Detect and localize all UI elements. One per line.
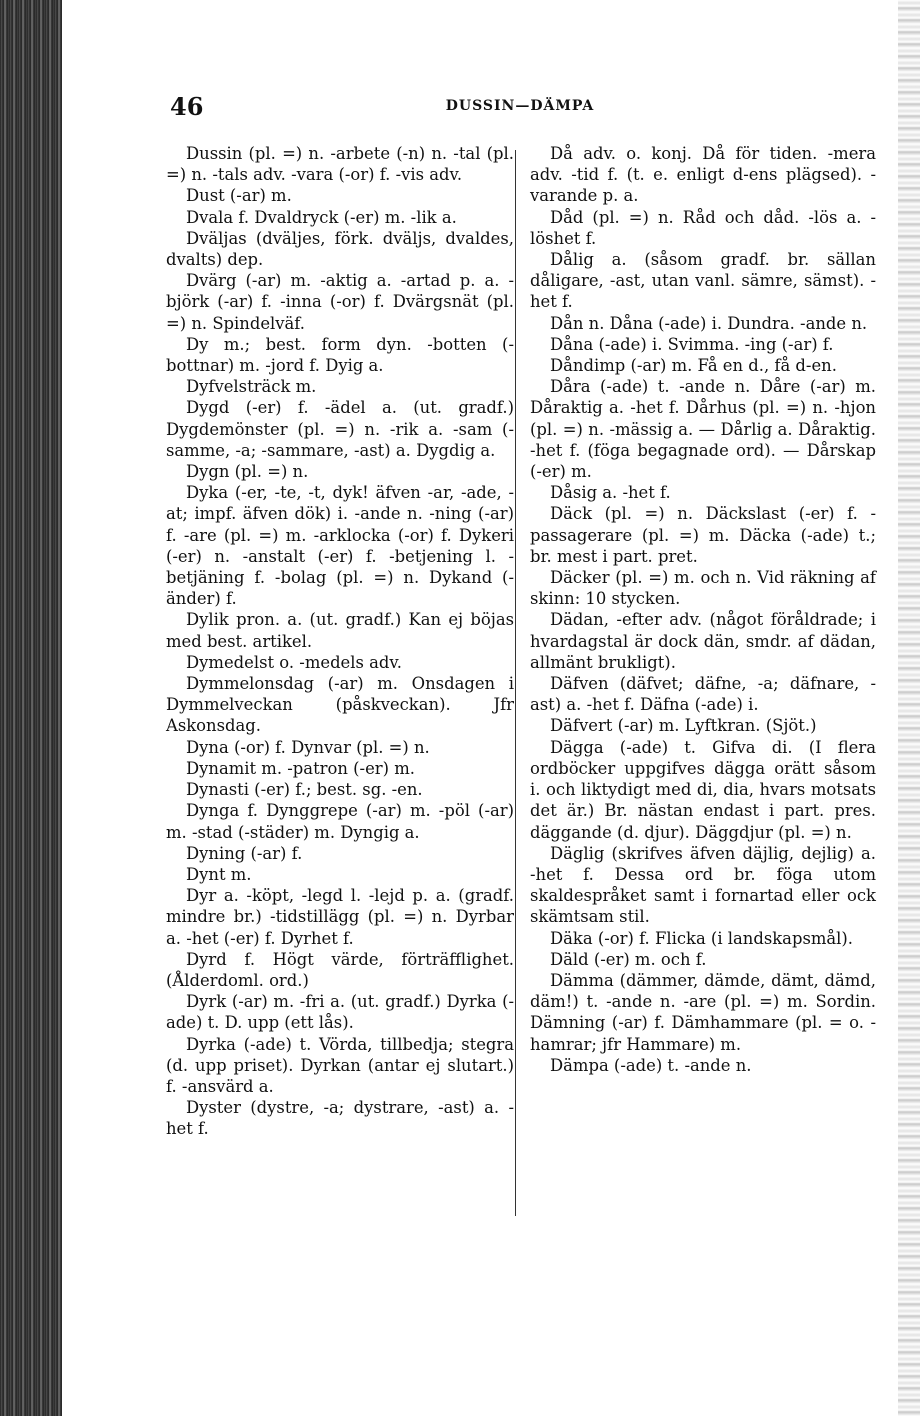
dictionary-entry: Däka (-or) f. Flicka (i landskapsmål). bbox=[550, 928, 854, 948]
left-column bbox=[166, 143, 514, 1140]
dictionary-entry: Däcker (pl. =) m. och n. Vid räkning af skinn: 10 stycken. bbox=[530, 568, 876, 609]
column-divider bbox=[515, 150, 516, 1216]
dictionary-entry: Dålig a. (såsom gradf. br. sällan dåligare, -ast, utan vanl. sämre, sämst). -het f. bbox=[530, 250, 876, 312]
scan-page-edge bbox=[898, 0, 920, 1416]
dictionary-entry: Dyfvelsträck m. bbox=[186, 377, 317, 397]
dictionary-entry: Dåndimp (-ar) m. Få en d., få d-en. bbox=[550, 356, 837, 376]
dictionary-entry: Dygn (pl. =) n. bbox=[186, 462, 309, 482]
right-column bbox=[530, 143, 876, 1076]
dictionary-entry: Dväljas (dväljes, förk. dväljs, dvaldes, dvalts) dep. bbox=[166, 228, 514, 270]
dictionary-entry: Däfven (däfvet; däfne, -a; däfnare, -ast) a. -het f. Däfna (-ade) i. bbox=[530, 674, 876, 715]
dictionary-entry: Dymmelonsdag (-ar) m. Onsdagen i Dymmelveckan (påskveckan). Jfr Askonsdag. bbox=[166, 674, 514, 736]
dictionary-entry: Dymedelst o. -medels adv. bbox=[186, 652, 402, 672]
dictionary-entry: Dynasti (-er) f.; best. sg. -en. bbox=[186, 780, 423, 800]
dictionary-entry: Dämma (dämmer, dämde, dämt, dämd, däm!) t. -ande n. -are (pl. =) m. Sordin. Dämning (-ar) f. Dämhammare (pl. = o. -hamrar; jfr Hammare) m. bbox=[530, 970, 876, 1054]
dictionary-entry: Dåsig a. -het f. bbox=[550, 483, 671, 503]
dictionary-entry: Dyka (-er, -te, -t, dyk! äfven -ar, -ade, -at; impf. äfven dök) i. -ande n. -ning (-ar) f. -are (pl. =) m. -arklocka (-or) f. Dykeri (-er) n. -anstalt (-er) f. -betjening l. -betjäning f. -bolag (pl. =) n. Dykand (-änder) f. bbox=[166, 483, 514, 609]
dictionary-entry: Dyrka (-ade) t. Vörda, tillbedja; stegra (d. upp priset). Dyrkan (antar ej slutart.) f. -ansvärd a. bbox=[166, 1034, 514, 1096]
dictionary-entry: Dylik pron. a. (ut. gradf.) Kan ej böjas med best. artikel. bbox=[166, 610, 514, 651]
dictionary-entry: Dynt m. bbox=[186, 864, 252, 884]
dictionary-entry: Dåna (-ade) i. Svimma. -ing (-ar) f. bbox=[550, 334, 834, 354]
dictionary-entry: Dån n. Dåna (-ade) i. Dundra. -ande n. bbox=[550, 313, 868, 333]
dictionary-entry: Däglig (skrifves äfven däjlig, dejlig) a. -het f. Dessa ord br. föga utom skaldespråket samt i fornartad eller ock skämtsam stil. bbox=[530, 843, 876, 927]
dictionary-entry: Dämpa (-ade) t. -ande n. bbox=[550, 1055, 752, 1075]
dictionary-entry: Dåra (-ade) t. -ande n. Dåre (-ar) m. Dåraktig a. -het f. Dårhus (pl. =) n. -hjon (pl. =) n. -mässig a. — Dårlig a. Dåraktig. -het f. (föga begagnade ord). — Dårskap (-er) m. bbox=[530, 377, 876, 482]
dictionary-entry: Då adv. o. konj. Då för tiden. -mera adv. -tid f. (t. e. enligt d-ens plägsed). -varande p. a. bbox=[530, 144, 876, 206]
dictionary-entry: Dvärg (-ar) m. -aktig a. -artad p. a. -björk (-ar) f. -inna (-or) f. Dvärgsnät (pl. =) n. Spindelväf. bbox=[166, 271, 514, 333]
dictionary-entry: Dyster (dystre, -a; dystrare, -ast) a. -het f. bbox=[166, 1098, 514, 1139]
scan-binding-edge bbox=[0, 0, 62, 1416]
dictionary-entry: Dyrd f. Högt värde, förträfflighet. (Ålderdoml. ord.) bbox=[166, 949, 514, 990]
dictionary-entry: Dåd (pl. =) n. Råd och dåd. -lös a. -löshet f. bbox=[530, 207, 876, 248]
dictionary-entry: Dyrk (-ar) m. -fri a. (ut. gradf.) Dyrka (-ade) t. D. upp (ett lås). bbox=[166, 992, 514, 1033]
dictionary-entry: Dygd (-er) f. -ädel a. (ut. gradf.) Dygdemönster (pl. =) n. -rik a. -sam (-samme, -a; -sammare, -ast) a. Dygdig a. bbox=[166, 398, 514, 460]
dictionary-entry: Dyna (-or) f. Dynvar (pl. =) n. bbox=[186, 737, 430, 757]
dictionary-entry: Dyr a. -köpt, -legd l. -lejd p. a. (gradf. mindre br.) -tidstillägg (pl. =) n. Dyrbar a. -het (-er) f. Dyrhet f. bbox=[166, 886, 514, 948]
running-head: DUSSIN—DÄMPA bbox=[445, 98, 595, 114]
dictionary-entry: Dädan, -efter adv. (något föråldrade; i hvardagstal är dock dän, smdr. af dädan, allmänt brukligt). bbox=[530, 610, 876, 672]
dictionary-entry: Dyning (-ar) f. bbox=[186, 843, 303, 863]
dictionary-entry: Dust (-ar) m. bbox=[186, 186, 292, 206]
dictionary-entry: Dvala f. Dvaldryck (-er) m. -lik a. bbox=[186, 207, 457, 227]
page-header bbox=[170, 92, 870, 122]
dictionary-entry: Däck (pl. =) n. Däckslast (-er) f. -passagerare (pl. =) m. Däcka (-ade) t.; br. mest i part. pret. bbox=[530, 504, 876, 566]
page-number: 46 bbox=[170, 92, 204, 121]
dictionary-entry: Dynamit m. -patron (-er) m. bbox=[186, 758, 415, 778]
dictionary-entry: Däfvert (-ar) m. Lyftkran. (Sjöt.) bbox=[550, 716, 817, 736]
dictionary-entry: Dynga f. Dynggrepe (-ar) m. -pöl (-ar) m. -stad (-städer) m. Dyngig a. bbox=[166, 801, 514, 842]
dictionary-entry: Dussin (pl. =) n. -arbete (-n) n. -tal (pl. =) n. -tals adv. -vara (-or) f. -vis adv. bbox=[166, 144, 514, 185]
dictionary-entry: Däld (-er) m. och f. bbox=[550, 949, 707, 969]
dictionary-entry: Dägga (-ade) t. Gifva di. (I flera ordböcker uppgifves dägga orätt såsom i. och liktydigt med di, dia, hvars motsats det är.) Br. nästan endast i part. pres. däggande (d. djur). Däggdjur (pl. =) n. bbox=[530, 737, 876, 842]
dictionary-entry: Dy m.; best. form dyn. -botten (-bottnar) m. -jord f. Dyig a. bbox=[166, 334, 514, 376]
